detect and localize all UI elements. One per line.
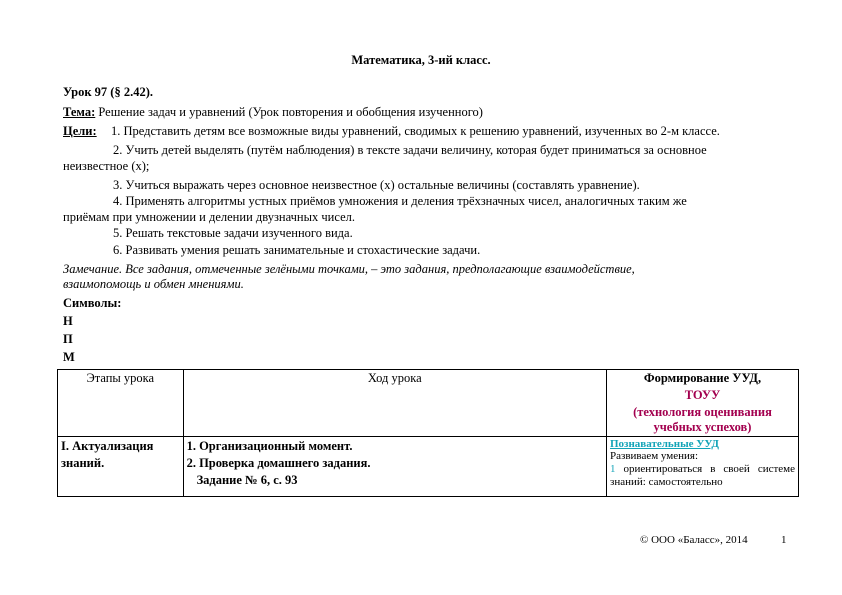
- goal-6: 6. Развивать умения решать занимательные и стохастические задачи.: [113, 243, 481, 257]
- goal-3: 3. Учиться выражать через основное неизвестное (х) остальные величины (составлять уравнение).: [113, 178, 640, 192]
- header-uud: [606, 370, 798, 437]
- page-number: 1: [781, 534, 787, 546]
- lesson-table: [57, 369, 799, 497]
- header-stages: Этапы урока: [58, 370, 184, 437]
- table-header-row: [58, 370, 799, 437]
- goals-label: Цели:: [63, 124, 97, 138]
- symbol-p: П: [63, 332, 73, 346]
- uud-title: Формирование УУД,: [643, 371, 762, 385]
- footer-copyright: © ООО «Баласс», 2014: [640, 534, 748, 546]
- ttou-desc: (технология оценивания учебных успехов): [633, 405, 772, 434]
- note-line-1: Замечание. Все задания, отмеченные зелёными точками, – это задания, предполагающие взаимодействие,: [63, 262, 635, 276]
- goal-1: 1. Представить детям все возможные виды уравнений, сводимых к решению уравнений, изученных во 2-м классе.: [111, 124, 720, 138]
- uud-skill-number: 1: [609, 463, 616, 475]
- goal-2: 2. Учить детей выделять (путём наблюдения) в тексте задачи величину, которая будет приниматься за основное: [113, 143, 707, 157]
- course-cell: [183, 437, 606, 497]
- goal-4: 4. Применять алгоритмы устных приёмов умножения и деления трёхзначных чисел, аналогичных таким же: [113, 194, 687, 208]
- lesson-topic: [63, 105, 483, 120]
- ttou-title: ТОУУ: [684, 388, 721, 402]
- uud-cognitive-head: Познавательные УУД: [609, 438, 719, 450]
- goal-2-cont: неизвестное (х);: [63, 159, 150, 173]
- topic-label: Тема:: [63, 105, 96, 119]
- symbol-n: Н: [63, 314, 73, 328]
- goals-line-1: [63, 124, 97, 139]
- uud-cell: [606, 437, 798, 497]
- header-course: Ход урока: [183, 370, 606, 437]
- uud-skills: Развиваем умения:: [609, 450, 699, 462]
- course-item-1: 1. Организационный момент.: [186, 439, 353, 453]
- note-line-2: взаимопомощь и обмен мнениями.: [63, 277, 244, 291]
- symbol-m: М: [63, 350, 75, 364]
- symbols-label: Символы:: [63, 296, 122, 310]
- uud-skill-text: ориентироваться в своей системе знаний: самостоятельно: [609, 463, 795, 488]
- course-task: Задание № 6, с. 93: [196, 473, 298, 487]
- stage-cell: I. Актуализация знаний.: [58, 437, 184, 497]
- goal-5: 5. Решать текстовые задачи изученного вида.: [113, 226, 353, 240]
- table-row: [58, 437, 799, 497]
- goal-4-cont: приёмам при умножении и делении двузначных чисел.: [63, 210, 355, 224]
- topic-text: Решение задач и уравнений (Урок повторения и обобщения изученного): [95, 105, 483, 119]
- lesson-number: Урок 97 (§ 2.42).: [63, 85, 154, 99]
- page-title: Математика, 3-ий класс.: [351, 53, 491, 67]
- uud-skill-1: [610, 463, 795, 489]
- course-item-2: 2. Проверка домашнего задания.: [186, 456, 371, 470]
